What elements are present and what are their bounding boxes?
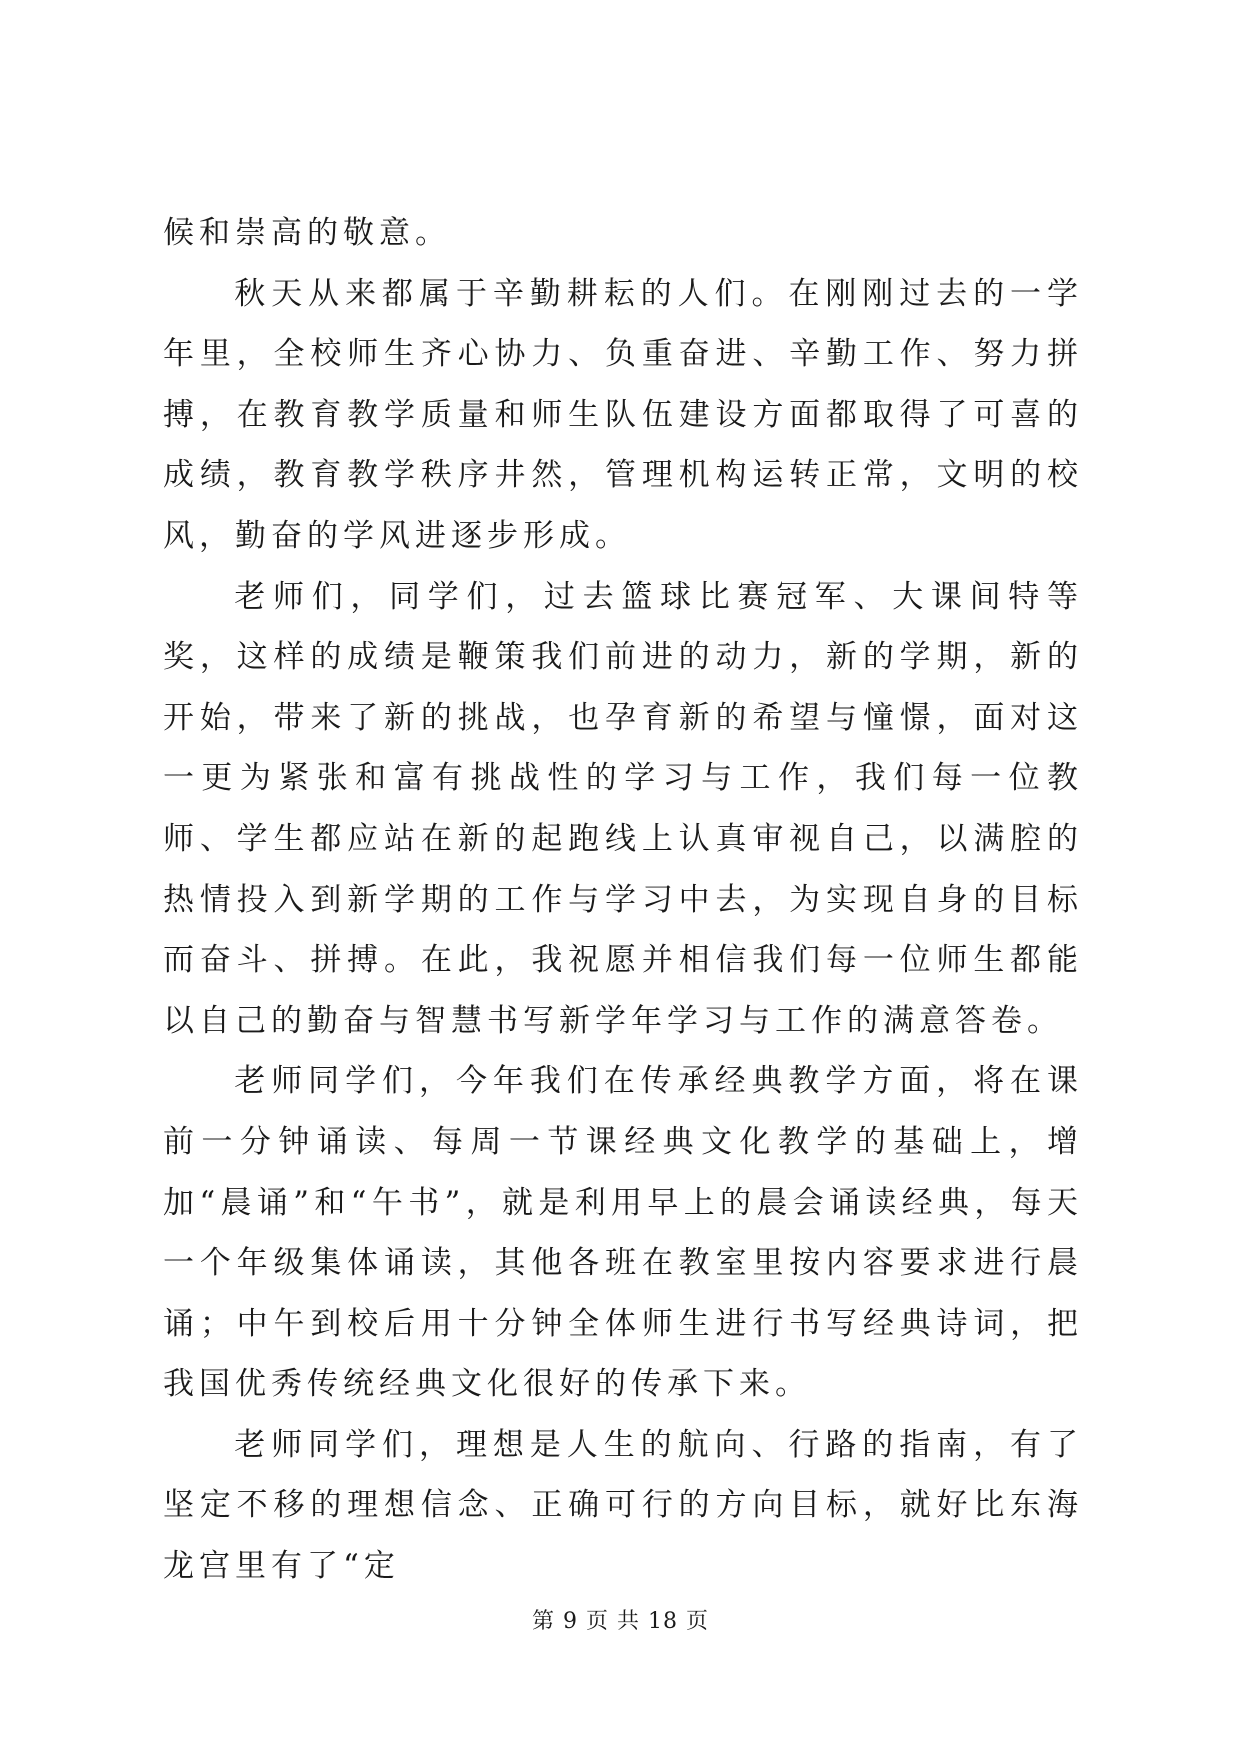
- page-number-footer: 第 9 页 共 18 页: [532, 1609, 709, 1634]
- document-body: [163, 203, 1083, 1597]
- paragraph-5: 老师同学们，理想是人生的航向、行路的指南，有了坚定不移的理想信念、正确可行的方向目标，就好比东海龙宫里有了“定: [163, 1426, 1083, 1585]
- paragraph-3: 老师们，同学们，过去篮球比赛冠军、大课间特等奖，这样的成绩是鞭策我们前进的动力，新的学期，新的开始，带来了新的挑战，也孕育新的希望与憧憬，面对这一更为紧张和富有挑战性的学习与工作，我们每一位教师、学生都应站在新的起跑线上认真审视自己，以满腔的热情投入到新学期的工作与学习中去，为实现自身的目标而奋斗、拼搏。在此，我祝愿并相信我们每一位师生都能以自己的勤奋与智慧书写新学年学习与工作的满意答卷。: [163, 578, 1083, 1039]
- paragraph-1: 候和崇高的敬意。: [163, 215, 451, 251]
- paragraph-4: 老师同学们，今年我们在传承经典教学方面，将在课前一分钟诵读、每周一节课经典文化教学的基础上，增加“晨诵”和“午书”，就是利用早上的晨会诵读经典，每天一个年级集体诵读，其他各班在教室里按内容要求进行晨诵；中午到校后用十分钟全体师生进行书写经典诗词，把我国优秀传统经典文化很好的传承下来。: [163, 1063, 1083, 1403]
- paragraph-2: 秋天从来都属于辛勤耕耘的人们。在刚刚过去的一学年里，全校师生齐心协力、负重奋进、辛勤工作、努力拼搏，在教育教学质量和师生队伍建设方面都取得了可喜的成绩，教育教学秩序井然，管理机构运转正常，文明的校风，勤奋的学风进逐步形成。: [163, 275, 1083, 554]
